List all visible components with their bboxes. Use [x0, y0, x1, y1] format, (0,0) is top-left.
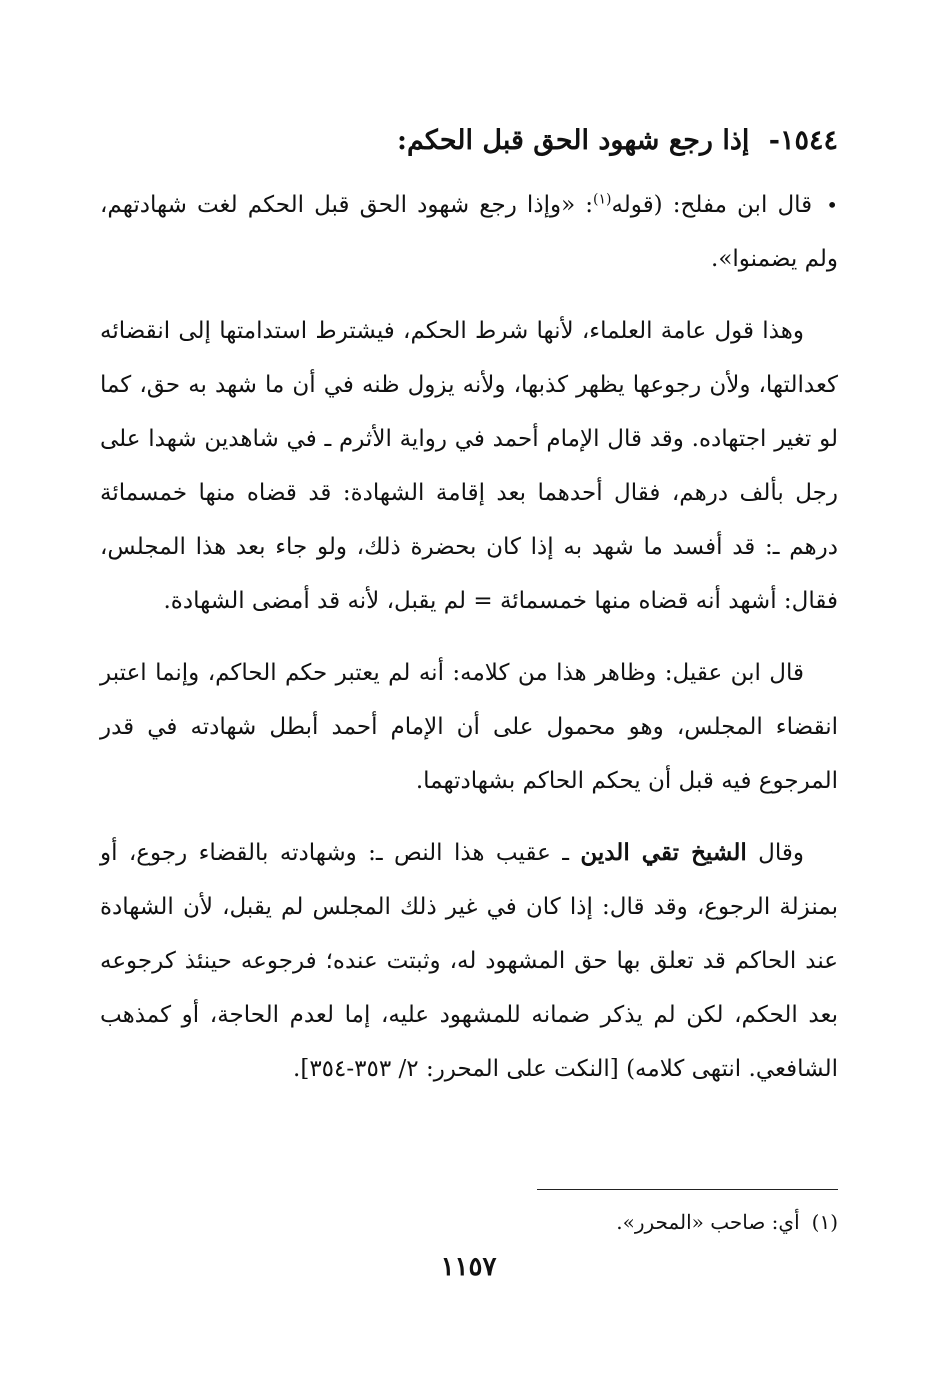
section-number: ١٥٤٤-: [768, 125, 838, 156]
footnote: [100, 1205, 838, 1239]
page-body: [100, 118, 838, 1114]
section-heading: [100, 118, 838, 164]
paragraph-4: [100, 826, 838, 1096]
paragraph-1-text-b: : «وإذا رجع شهود الحق قبل الحكم لغت شهادتهم، ولم يضمنوا».: [100, 192, 838, 272]
paragraph-1-text-a: قال ابن مفلح: (قوله: [611, 192, 813, 218]
page-number: ١١٥٧: [440, 1252, 497, 1282]
paragraph-3: قال ابن عقيل: وظاهر هذا من كلامه: أنه لم يعتبر حكم الحاكم، وإنما اعتبر انقضاء المجلس، وهو محمول على أن الإمام أحمد أبطل شهادته في قدر المرجوع فيه قبل أن يحكم الحاكم بشهادتهما.: [100, 660, 838, 794]
bullet-icon: •: [826, 193, 838, 217]
paragraph-4-bold-name: الشيخ تقي الدين: [580, 839, 747, 866]
paragraph-1: [100, 178, 838, 286]
footnote-divider: [537, 1189, 838, 1190]
footnote-reference: (١): [593, 191, 612, 208]
paragraph-4-rest: ـ عقيب هذا النص ـ: وشهادته بالقضاء رجوع، أو بمنزلة الرجوع، وقد قال: إذا كان في غير ذلك المجلس لم يقبل، لأن الشهادة عند الحاكم قد تعلق بها حق المشهود له، وثبتت عنده؛ فرجوعه حينئذ كرجوعه بعد الحكم، لكن لم يذكر ضمانه للمشهود عليه، إما لعدم الحاجة، أو كمذهب الشافعي. انتهى كلامه) [النكت على المحرر: ٢/ ٣٥٣-٣٥٤].: [100, 840, 838, 1082]
footnote-marker: (١): [811, 1210, 838, 1234]
paragraph-2: وهذا قول عامة العلماء، لأنها شرط الحكم، فيشترط استدامتها إلى انقضائه كعدالتها، ولأن رجوعها يظهر كذبها، ولأنه يزول ظنه في أن ما شهد به حق، كما لو تغير اجتهاده. وقد قال الإمام أحمد في رواية الأثرم ـ في شاهدين شهدا على رجل بألف درهم، فقال أحدهما بعد إقامة الشهادة: قد قضاه منها خمسمائة درهم ـ: قد أفسد ما شهد به إذا كان بحضرة ذلك، ولو جاء بعد هذا المجلس، فقال: أشهد أنه قضاه منها خمسمائة = لم يقبل، لأنه قد أمضى الشهادة.: [100, 318, 838, 614]
footnote-text: أي: صاحب «المحرر».: [616, 1210, 800, 1234]
section-title: إذا رجع شهود الحق قبل الحكم:: [397, 125, 750, 156]
paragraph-4-lead: وقال: [758, 840, 804, 866]
